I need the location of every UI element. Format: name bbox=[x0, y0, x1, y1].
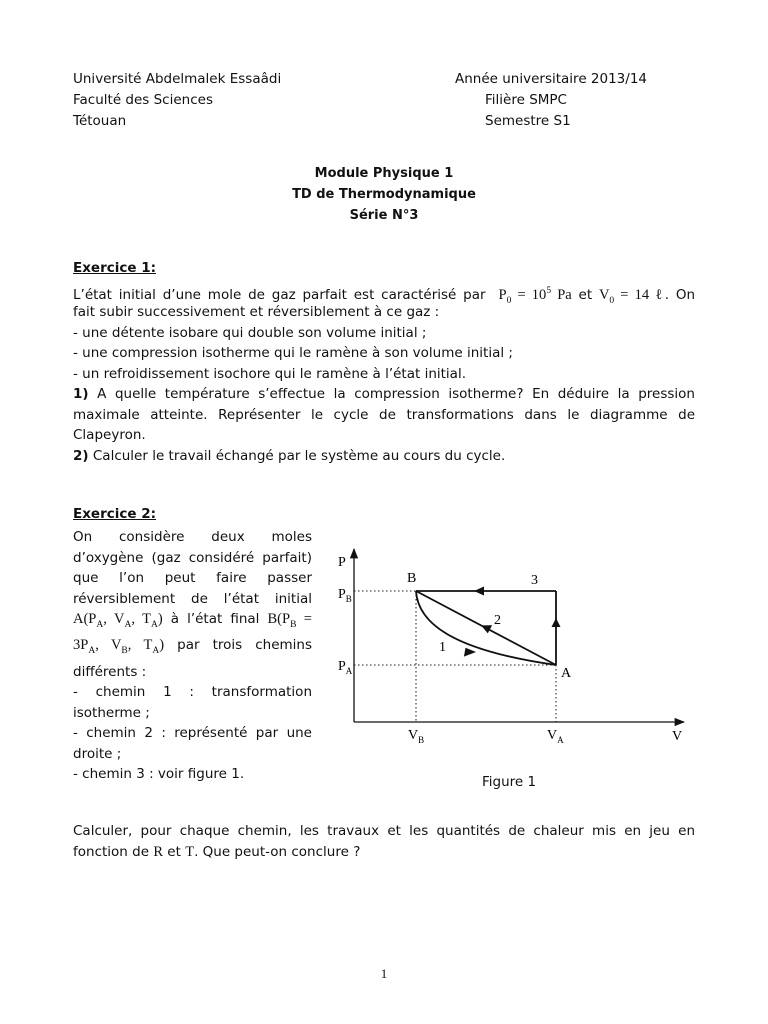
list-item: - chemin 1 : transformation isotherme ; bbox=[73, 684, 312, 721]
academic-year: Année universitaire 2013/14 bbox=[455, 71, 647, 87]
exercise-2-title: Exercice 2: bbox=[73, 506, 157, 522]
td-title: TD de Thermodynamique bbox=[292, 187, 476, 202]
faculty-name: Faculté des Sciences bbox=[73, 92, 213, 108]
pb-label: $P_B$ bbox=[338, 587, 352, 604]
pa-label: $P_A$ bbox=[338, 659, 353, 676]
list-item: - chemin 3 : voir figure 1. bbox=[73, 766, 245, 783]
list-item: - chemin 2 : représenté par une droite ; bbox=[73, 725, 312, 762]
path-1-arrow bbox=[464, 648, 476, 657]
university-name: Université Abdelmalek Essaâdi bbox=[73, 71, 282, 87]
semester: Semestre S1 bbox=[485, 113, 571, 129]
list-item: - une compression isotherme qui le ramène à son volume initial ; bbox=[73, 345, 513, 361]
r-symbol: R bbox=[153, 843, 163, 860]
list-item: - un refroidissement isochore qui le ramène à l’état initial. bbox=[73, 365, 466, 382]
exercise-2-text bbox=[73, 527, 312, 785]
exercise-2-conclusion: Calculer, pour chaque chemin, les travaux et les quantités de chaleur mis en jeu en fonction de R et T. Que peut-on conclure ? bbox=[73, 823, 695, 860]
p0-formula: $P_0 = 10^5$ Pa bbox=[498, 286, 572, 306]
exercise-2-intro: On considère deux moles d’oxygène (gaz considéré parfait) que l’on peut faire passer réversiblement de l’état initial bbox=[73, 529, 312, 607]
city-name: Tétouan bbox=[73, 113, 127, 129]
point-b-label: B bbox=[407, 571, 417, 586]
program-name: Filière SMPC bbox=[485, 92, 567, 108]
final-state-text: à l’état final bbox=[170, 611, 260, 627]
path-1-label: 1 bbox=[439, 640, 446, 655]
state-a-formula: $A(P_A$, $V_A$, $T_A$) bbox=[73, 611, 163, 630]
path-2-arrow bbox=[481, 625, 492, 633]
path-3-label: 3 bbox=[531, 573, 538, 588]
intro-line-2: fait subir successivement et réversiblement à ce gaz : bbox=[73, 304, 440, 320]
page-number: 1 bbox=[380, 966, 388, 981]
intro-text: L’état initial d’une mole de gaz parfait est caractérisé par bbox=[73, 286, 486, 303]
p-axis-label: P bbox=[338, 555, 346, 570]
v0-formula: $V_0 = 14$ ℓ bbox=[598, 286, 665, 306]
path-3-arrow-up bbox=[552, 618, 561, 627]
list-item: - une détente isobare qui double son volume initial ; bbox=[73, 324, 427, 341]
question-2: 2) Calculer le travail échangé par le système au cours du cycle. bbox=[73, 447, 506, 464]
path-2-label: 2 bbox=[494, 613, 501, 628]
header-left bbox=[73, 69, 281, 132]
and-word: et bbox=[578, 286, 593, 303]
exercise-1-body bbox=[73, 302, 695, 466]
clapeyron-diagram bbox=[328, 540, 690, 770]
intro-tail: . On bbox=[664, 286, 696, 303]
state-b-formula: $B(P_B = 3P_A$, $V_B$, $T_A$) bbox=[73, 611, 312, 657]
header-right bbox=[455, 69, 647, 132]
vb-label: $V_B$ bbox=[408, 728, 425, 745]
series-title: Série N°3 bbox=[349, 208, 419, 223]
v-axis-label: V bbox=[672, 729, 683, 744]
point-a-label: A bbox=[561, 666, 572, 681]
question-1: 1) A quelle température s’effectue la compression isotherme? En déduire la pression maximale atteinte. Représenter le cycle de transformations dans le diagramme de Clapeyron. bbox=[73, 386, 695, 443]
va-label: $V_A$ bbox=[547, 728, 564, 745]
t-symbol: T bbox=[185, 843, 195, 860]
path-3-arrow-left bbox=[474, 587, 484, 596]
module-title: Module Physique 1 bbox=[314, 166, 454, 181]
figure-caption: Figure 1 bbox=[482, 774, 537, 790]
and-word: et bbox=[167, 843, 181, 860]
paths-text: par trois chemins différents : bbox=[73, 637, 312, 680]
exercise-1-title: Exercice 1: bbox=[73, 260, 157, 276]
